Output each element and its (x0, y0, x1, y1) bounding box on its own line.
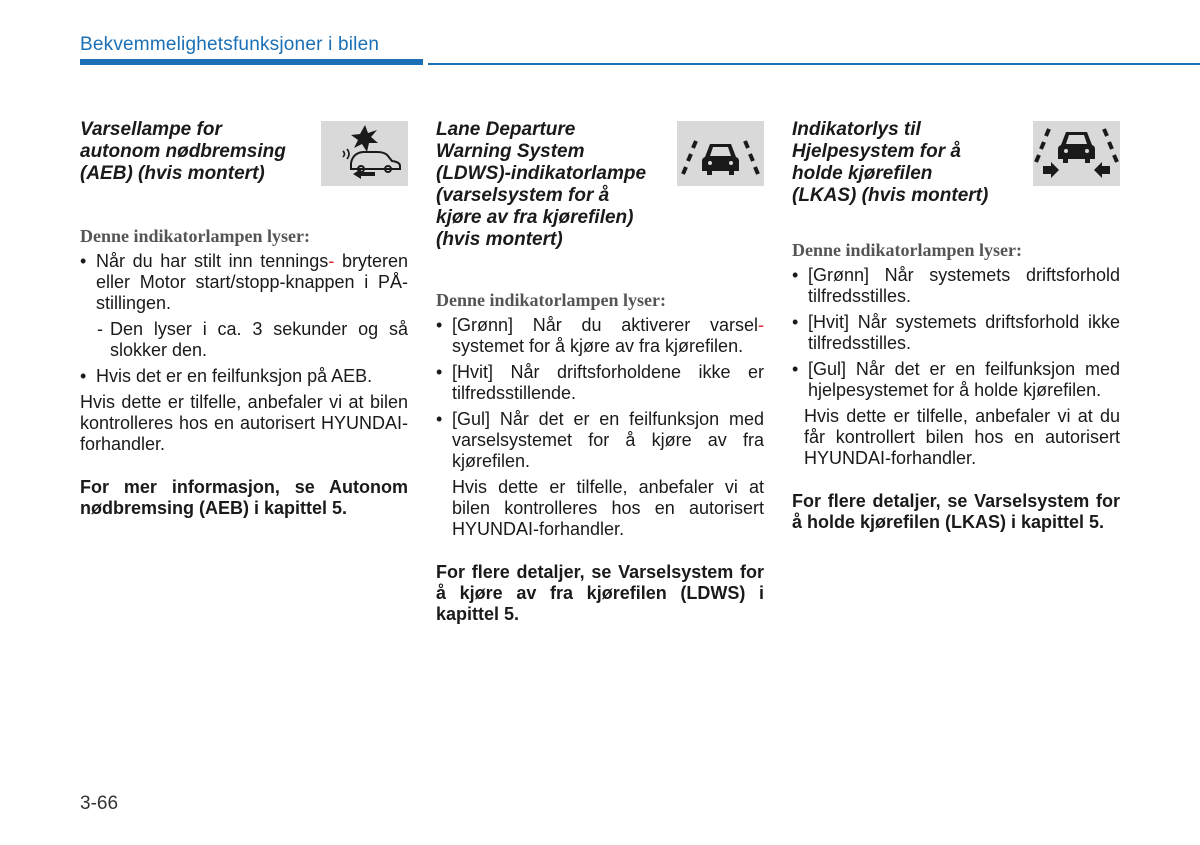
lead-text: Denne indikatorlampen lyser: (792, 240, 1023, 260)
lead-text: Denne indikatorlampen lyser: (436, 290, 667, 310)
list-item: • [Hvit] Når systemets driftsforhold ikke tilfredsstilles. (792, 312, 1120, 354)
section-title: Indikatorlys til Hjelpesystem for å holde kjørefilen (LKAS) (hvis montert) (792, 119, 989, 206)
list-item: • [Gul] Når det er en feilfunksjon med varselsystemet for å kjøre av fra kjørefilen. (436, 409, 764, 472)
header-rule-thick (80, 59, 423, 65)
list-item: • [Gul] Når det er en feilfunksjon med hjelpesystemet for å holde kjørefilen. (792, 359, 1120, 401)
bullet-list (436, 315, 764, 472)
bullet-list (792, 265, 1120, 401)
list-item: • Når du har stilt inn tennings- bryteren eller Motor start/stopp-knappen i PÅ-stillingen. (80, 251, 408, 314)
lkas-lane-keeping-icon (1033, 121, 1120, 186)
aeb-warning-icon (321, 121, 408, 186)
section-lkas (792, 118, 1120, 533)
reference-note: For flere detaljer, se Varselsystem for å kjøre av fra kjørefilen (LDWS) i kapittel 5. (436, 562, 764, 624)
section-ldws (436, 118, 764, 625)
section-title: Lane Departure Warning System (LDWS)-indikatorlampe (varselsystem for å kjøre av fra kjørefilen) (hvis montert) (436, 119, 647, 250)
body-paragraph: Hvis dette er tilfelle, anbefaler vi at du får kontrollert bilen hos en autorisert HYUNDAI-forhandler. (804, 406, 1120, 468)
section-title: Varsellampe for autonom nødbremsing (AEB) (hvis montert) (80, 119, 286, 184)
body-paragraph: Hvis dette er tilfelle, anbefaler vi at bilen kontrolleres hos en autorisert HYUNDAI-forhandler. (80, 392, 408, 454)
ldws-lane-icon (677, 121, 764, 186)
list-item: • [Hvit] Når driftsforholdene ikke er tilfredsstillende. (436, 362, 764, 404)
list-item: • [Grønn] Når du aktiverer varsel- systemet for å kjøre av fra kjørefilen. (436, 315, 764, 357)
bullet-list (80, 366, 408, 387)
list-item: • Hvis det er en feilfunksjon på AEB. (80, 366, 408, 387)
reference-note: For flere detaljer, se Varselsystem for å holde kjørefilen (LKAS) i kapittel 5. (792, 491, 1120, 532)
list-item: • [Grønn] Når systemets driftsforhold tilfredsstilles. (792, 265, 1120, 307)
lead-text: Denne indikatorlampen lyser: (80, 226, 311, 246)
sub-item: - Den lyser i ca. 3 sekunder og så slokker den. (80, 319, 408, 361)
sub-paragraph: Hvis dette er tilfelle, anbefaler vi at bilen kontrolleres hos en autorisert HYUNDAI-forhandler. (452, 477, 764, 539)
running-header: Bekvemmelighetsfunksjoner i bilen (80, 34, 380, 55)
header-rule-thin (428, 63, 1200, 65)
reference-note: For mer informasjon, se Autonom nødbremsing (AEB) i kapittel 5. (80, 477, 408, 518)
section-aeb (80, 118, 408, 519)
bullet-list (80, 251, 408, 314)
page-number: 3-66 (80, 793, 119, 814)
